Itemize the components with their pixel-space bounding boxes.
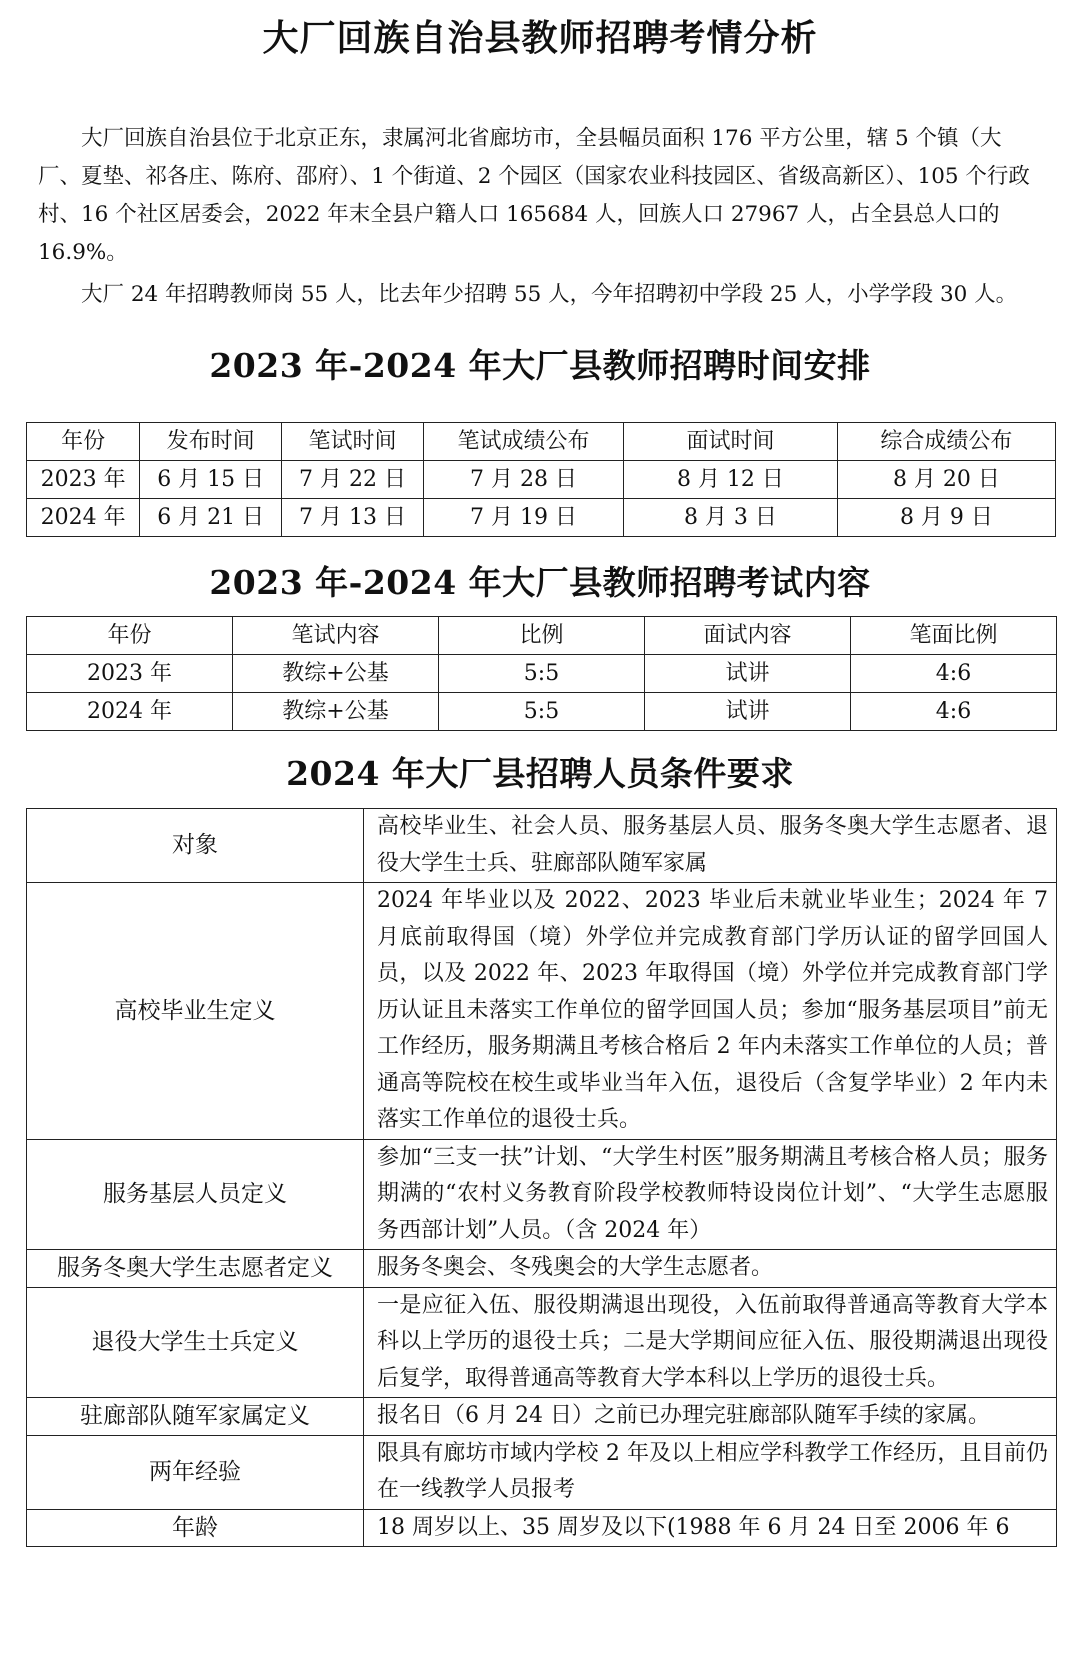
- header-cell: 笔面比例: [851, 617, 1057, 655]
- header-cell: 综合成绩公布: [837, 423, 1055, 461]
- table-row: [27, 1398, 1057, 1436]
- requirement-label: 退役大学生士兵定义: [27, 1287, 364, 1398]
- table-row: [27, 883, 1057, 1140]
- intro-paragraph-2: 大厂 24 年招聘教师岗 55 人，比去年少招聘 55 人，今年招聘初中学段 25 人，小学学段 30 人。: [81, 282, 1018, 307]
- requirement-value: 报名日（6 月 24 日）之前已办理完驻廊部队随军手续的家属。: [364, 1398, 1057, 1436]
- table-cell: 试讲: [645, 693, 851, 731]
- table-row: [27, 693, 1057, 731]
- requirement-value: 2024 年毕业以及 2022、2023 毕业后未就业毕业生；2024 年 7 月底前取得国（境）外学位并完成教育部门学历认证的留学回国人员，以及 2022 年、2023 年取得国（境）外学位并完成教育部门学历认证且未落实工作单位的留学回国人员；参加“服务基层项目”前无工作经历，服务期满且考核合格后 2 年内未落实工作单位的人员；普通高等院校在校生或毕业当年入伍，退役后（含复学毕业）2 年内未落实工作单位的退役士兵。: [364, 883, 1057, 1140]
- requirement-value: 限具有廊坊市域内学校 2 年及以上相应学科教学工作经历，且目前仍在一线教学人员报考: [364, 1435, 1057, 1509]
- content-title: 2023 年-2024 年大厂县教师招聘考试内容: [209, 563, 871, 602]
- table-cell: 2024 年: [27, 499, 140, 537]
- table-row: [27, 655, 1057, 693]
- table-cell: 2023 年: [27, 461, 140, 499]
- header-cell: 发布时间: [140, 423, 282, 461]
- requirement-value: 服务冬奥会、冬残奥会的大学生志愿者。: [364, 1250, 1057, 1288]
- requirement-label: 驻廊部队随军家属定义: [27, 1398, 364, 1436]
- table-cell: 4:6: [851, 655, 1057, 693]
- header-cell: 笔试内容: [233, 617, 439, 655]
- table-cell: 8 月 20 日: [837, 461, 1055, 499]
- header-cell: 面试时间: [624, 423, 838, 461]
- table-row: [27, 461, 1056, 499]
- schedule-table: [26, 422, 1056, 537]
- table-header-row: [27, 617, 1057, 655]
- table-header-row: [27, 423, 1056, 461]
- table-cell: 8 月 9 日: [837, 499, 1055, 537]
- exam-content-table: [26, 616, 1057, 731]
- table-row: [27, 1509, 1057, 1547]
- table-row: [27, 1435, 1057, 1509]
- requirements-title: 2024 年大厂县招聘人员条件要求: [286, 754, 794, 793]
- table-cell: 6 月 21 日: [140, 499, 282, 537]
- requirement-label: 服务基层人员定义: [27, 1139, 364, 1250]
- header-cell: 年份: [27, 617, 233, 655]
- intro-section: [38, 120, 1042, 318]
- table-cell: 4:6: [851, 693, 1057, 731]
- table-cell: 试讲: [645, 655, 851, 693]
- table-cell: 7 月 19 日: [423, 499, 623, 537]
- header-cell: 比例: [439, 617, 645, 655]
- header-cell: 笔试时间: [282, 423, 424, 461]
- requirement-label: 两年经验: [27, 1435, 364, 1509]
- intro-paragraph-1: 大厂回族自治县位于北京正东，隶属河北省廊坊市，全县幅员面积 176 平方公里，辖 5 个镇（大厂、夏垫、祁各庄、陈府、邵府）、1 个街道、2 个园区（国家农业科技园区、省级高新区）、105 个行政村、16 个社区居委会，2022 年末全县户籍人口 165684 人，回族人口 27967 人，占全县总人口的 16.9%。: [38, 126, 1030, 265]
- schedule-title: 2023 年-2024 年大厂县教师招聘时间安排: [209, 346, 871, 385]
- table-cell: 2024 年: [27, 693, 233, 731]
- page-title: 大厂回族自治县教师招聘考情分析: [262, 18, 818, 59]
- header-cell: 面试内容: [645, 617, 851, 655]
- header-cell: 笔试成绩公布: [423, 423, 623, 461]
- table-cell: 8 月 3 日: [624, 499, 838, 537]
- table-row: [27, 809, 1057, 883]
- table-row: [27, 1287, 1057, 1398]
- table-cell: 5:5: [439, 693, 645, 731]
- table-cell: 7 月 13 日: [282, 499, 424, 537]
- table-cell: 2023 年: [27, 655, 233, 693]
- requirements-table: [26, 808, 1057, 1547]
- table-cell: 7 月 28 日: [423, 461, 623, 499]
- table-cell: 5:5: [439, 655, 645, 693]
- table-cell: 8 月 12 日: [624, 461, 838, 499]
- requirement-label: 服务冬奥大学生志愿者定义: [27, 1250, 364, 1288]
- requirement-label: 年龄: [27, 1509, 364, 1547]
- header-cell: 年份: [27, 423, 140, 461]
- requirement-label: 对象: [27, 809, 364, 883]
- table-cell: 7 月 22 日: [282, 461, 424, 499]
- table-row: [27, 1250, 1057, 1288]
- requirement-value: 18 周岁以上、35 周岁及以下(1988 年 6 月 24 日至 2006 年 6: [364, 1509, 1057, 1547]
- requirement-value: 高校毕业生、社会人员、服务基层人员、服务冬奥大学生志愿者、退役大学生士兵、驻廊部队随军家属: [364, 809, 1057, 883]
- table-row: [27, 1139, 1057, 1250]
- table-row: [27, 499, 1056, 537]
- table-cell: 教综+公基: [233, 693, 439, 731]
- table-cell: 教综+公基: [233, 655, 439, 693]
- table-cell: 6 月 15 日: [140, 461, 282, 499]
- requirement-label: 高校毕业生定义: [27, 883, 364, 1140]
- requirement-value: 参加“三支一扶”计划、“大学生村医”服务期满且考核合格人员；服务期满的“农村义务教育阶段学校教师特设岗位计划”、“大学生志愿服务西部计划”人员。（含 2024 年）: [364, 1139, 1057, 1250]
- requirement-value: 一是应征入伍、服役期满退出现役，入伍前取得普通高等教育大学本科以上学历的退役士兵；二是大学期间应征入伍、服役期满退出现役后复学，取得普通高等教育大学本科以上学历的退役士兵。: [364, 1287, 1057, 1398]
